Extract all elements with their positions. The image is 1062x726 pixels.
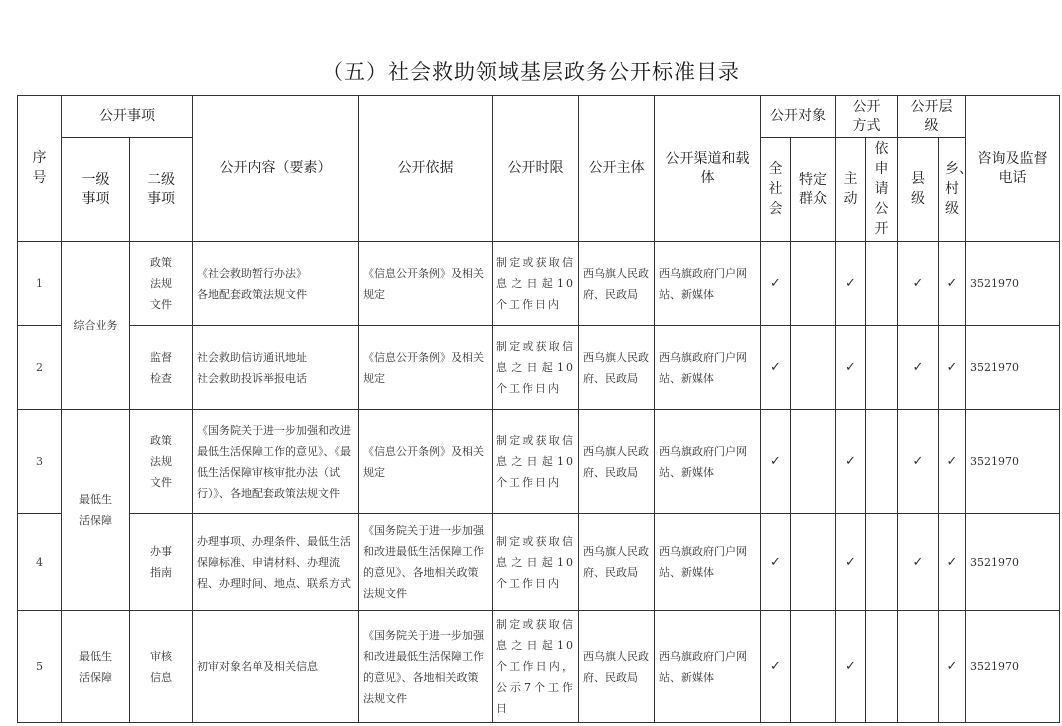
catalog-table bbox=[17, 95, 1060, 723]
row-channel: 西乌旗政府门户网站、新媒体 bbox=[655, 242, 761, 326]
row-level2: 政策法规文件 bbox=[130, 242, 193, 326]
row-seq: 1 bbox=[18, 242, 62, 326]
row-seq: 4 bbox=[18, 514, 62, 611]
check-active: ✓ bbox=[836, 242, 866, 326]
row-channel: 西乌旗政府门户网站、新媒体 bbox=[655, 611, 761, 723]
row-level2: 监督检查 bbox=[130, 326, 193, 410]
header-basis: 公开依据 bbox=[359, 96, 493, 242]
check-all: ✓ bbox=[761, 242, 791, 326]
check-town: ✓ bbox=[939, 410, 966, 514]
check-active: ✓ bbox=[836, 611, 866, 723]
check-request bbox=[866, 514, 898, 611]
check-request bbox=[866, 242, 898, 326]
table-row bbox=[18, 611, 1060, 723]
table-row bbox=[18, 410, 1060, 514]
check-group bbox=[791, 410, 836, 514]
row-level2: 政策法规文件 bbox=[130, 410, 193, 514]
check-town: ✓ bbox=[939, 611, 966, 723]
row-subject: 西乌旗人民政府、民政局 bbox=[579, 514, 655, 611]
check-county: ✓ bbox=[898, 242, 939, 326]
header-content: 公开内容（要素） bbox=[193, 96, 359, 242]
header-target-all: 全社会 bbox=[761, 138, 791, 242]
row-deadline: 制定或获取信息之日起10个工作日内 bbox=[493, 326, 579, 410]
table-row bbox=[18, 326, 1060, 410]
check-request bbox=[866, 326, 898, 410]
row-phone: 3521970 bbox=[966, 242, 1060, 326]
row-deadline: 制定或获取信息之日起10个工作日内 bbox=[493, 514, 579, 611]
row-channel: 西乌旗政府门户网站、新媒体 bbox=[655, 514, 761, 611]
row-basis: 《国务院关于进一步加强和改进最低生活保障工作的意见》、各地相关政策法规文件 bbox=[359, 514, 493, 611]
check-request bbox=[866, 410, 898, 514]
row-channel: 西乌旗政府门户网站、新媒体 bbox=[655, 326, 761, 410]
table-header bbox=[18, 96, 1060, 242]
header-mode-active: 主动 bbox=[836, 138, 866, 242]
check-all: ✓ bbox=[761, 410, 791, 514]
table-row bbox=[18, 514, 1060, 611]
check-active: ✓ bbox=[836, 326, 866, 410]
row-deadline: 制定或获取信息之日起10个工作日内 bbox=[493, 242, 579, 326]
row-content-line: 社会救助投诉举报电话 bbox=[197, 371, 307, 385]
header-level2: 二级事项 bbox=[130, 138, 193, 242]
check-active: ✓ bbox=[836, 410, 866, 514]
header-mode-request: 依申请公开 bbox=[866, 138, 898, 242]
header-level-county: 县级 bbox=[898, 138, 939, 242]
header-deadline: 公开时限 bbox=[493, 96, 579, 242]
group-label-minimum: 最低生活保障 bbox=[62, 611, 130, 723]
row-basis: 《国务院关于进一步加强和改进最低生活保障工作的意见》、各地相关政策法规文件 bbox=[359, 611, 493, 723]
check-all: ✓ bbox=[761, 514, 791, 611]
header-mode: 公开方式 bbox=[836, 96, 898, 138]
table-row bbox=[18, 242, 1060, 326]
row-deadline: 制定或获取信息之日起10个工作日内，公示7个工作日 bbox=[493, 611, 579, 723]
row-seq: 3 bbox=[18, 410, 62, 514]
row-content-line: 社会救助信访通讯地址 bbox=[197, 350, 307, 364]
row-content-line: 各地配套政策法规文件 bbox=[197, 287, 307, 301]
group-label-minimum: 最低生活保障 bbox=[62, 410, 130, 611]
header-target: 公开对象 bbox=[761, 96, 836, 138]
check-town: ✓ bbox=[939, 242, 966, 326]
row-basis: 《信息公开条例》及相关规定 bbox=[359, 326, 493, 410]
row-content: 初审对象名单及相关信息 bbox=[193, 611, 359, 723]
row-subject: 西乌旗人民政府、民政局 bbox=[579, 410, 655, 514]
header-level1: 一级事项 bbox=[62, 138, 130, 242]
check-group bbox=[791, 611, 836, 723]
table-body bbox=[18, 242, 1060, 723]
header-phone: 咨询及监督电话 bbox=[966, 96, 1060, 242]
check-group bbox=[791, 514, 836, 611]
row-content bbox=[193, 242, 359, 326]
row-seq: 2 bbox=[18, 326, 62, 410]
page-title: （五）社会救助领域基层政务公开标准目录 bbox=[322, 60, 740, 84]
row-phone: 3521970 bbox=[966, 611, 1060, 723]
row-level2: 审核信息 bbox=[130, 611, 193, 723]
check-group bbox=[791, 242, 836, 326]
row-phone: 3521970 bbox=[966, 514, 1060, 611]
header-level: 公开层级 bbox=[898, 96, 966, 138]
row-content-line: 《社会救助暂行办法》 bbox=[197, 266, 307, 280]
row-basis: 《信息公开条例》及相关规定 bbox=[359, 410, 493, 514]
row-content bbox=[193, 326, 359, 410]
header-items: 公开事项 bbox=[62, 96, 193, 138]
row-content: 《国务院关于进一步加强和改进最低生活保障工作的意见》、《最低生活保障审核审批办法（试行）》、各地配套政策法规文件 bbox=[193, 410, 359, 514]
check-town: ✓ bbox=[939, 514, 966, 611]
row-subject: 西乌旗人民政府、民政局 bbox=[579, 326, 655, 410]
check-county: ✓ bbox=[898, 410, 939, 514]
check-county: ✓ bbox=[898, 514, 939, 611]
group-label-general: 综合业务 bbox=[62, 242, 130, 410]
header-level-town: 乡、村级 bbox=[939, 138, 966, 242]
row-phone: 3521970 bbox=[966, 326, 1060, 410]
header-seq: 序号 bbox=[18, 96, 62, 242]
row-subject: 西乌旗人民政府、民政局 bbox=[579, 242, 655, 326]
row-seq: 5 bbox=[18, 611, 62, 723]
check-request bbox=[866, 611, 898, 723]
check-town: ✓ bbox=[939, 326, 966, 410]
row-phone: 3521970 bbox=[966, 410, 1060, 514]
row-basis: 《信息公开条例》及相关规定 bbox=[359, 242, 493, 326]
check-county: ✓ bbox=[898, 326, 939, 410]
row-deadline: 制定或获取信息之日起10个工作日内 bbox=[493, 410, 579, 514]
check-county bbox=[898, 611, 939, 723]
check-all: ✓ bbox=[761, 611, 791, 723]
check-active: ✓ bbox=[836, 514, 866, 611]
check-group bbox=[791, 326, 836, 410]
header-target-group: 特定群众 bbox=[791, 138, 836, 242]
row-channel: 西乌旗政府门户网站、新媒体 bbox=[655, 410, 761, 514]
row-subject: 西乌旗人民政府、民政局 bbox=[579, 611, 655, 723]
header-channel: 公开渠道和载体 bbox=[655, 96, 761, 242]
check-all: ✓ bbox=[761, 326, 791, 410]
row-content: 办理事项、办理条件、最低生活保障标准、申请材料、办理流程、办理时间、地点、联系方式 bbox=[193, 514, 359, 611]
header-subject: 公开主体 bbox=[579, 96, 655, 242]
row-level2: 办事指南 bbox=[130, 514, 193, 611]
